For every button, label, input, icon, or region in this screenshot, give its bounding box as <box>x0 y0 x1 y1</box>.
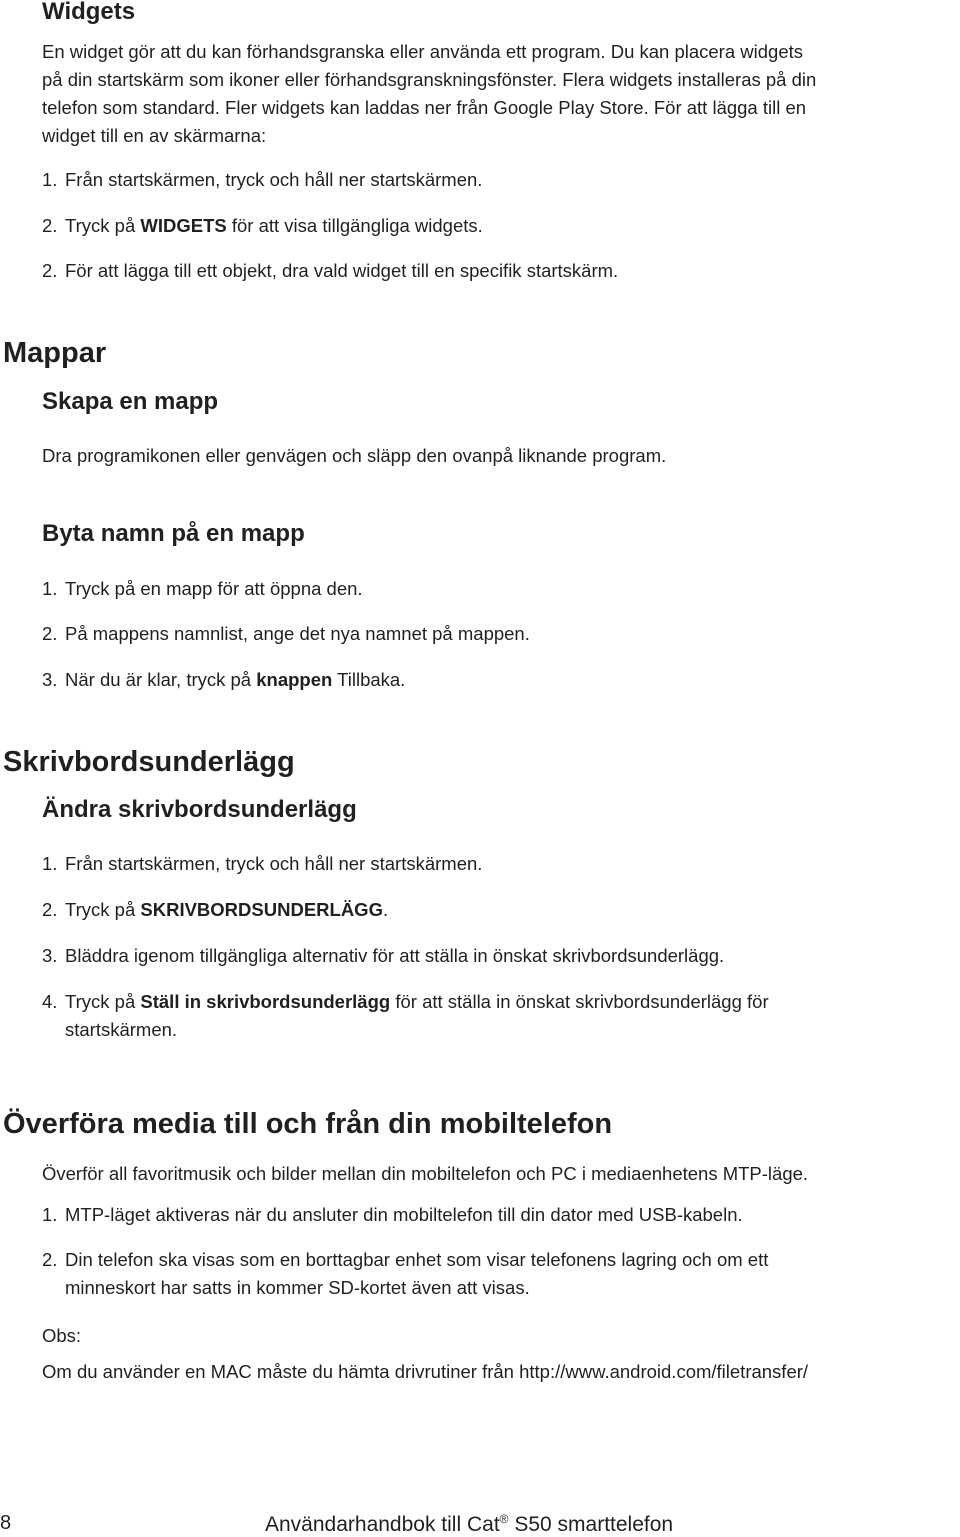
folders-heading: Mappar <box>3 337 107 369</box>
widgets-step <box>42 257 618 285</box>
step-number: 1. <box>42 853 58 874</box>
create-folder-text: Dra programikonen eller genvägen och släpp den ovanpå liknande program. <box>42 445 667 466</box>
step-text-continued: startskärmen. <box>65 1019 178 1040</box>
step-text: På mappens namnlist, ange det nya namnet på mappen. <box>65 623 530 644</box>
wallpaper-heading: Skrivbordsunderlägg <box>3 746 295 778</box>
step-number: 2. <box>42 623 58 644</box>
widgets-intro-line: En widget gör att du kan förhandsgranska eller använda ett program. Du kan placera widgets <box>42 41 804 62</box>
step-text-bold: WIDGETS <box>140 215 227 236</box>
step-number: 2. <box>42 215 58 236</box>
wallpaper-step <box>42 896 388 924</box>
change-wallpaper-heading: Ändra skrivbordsunderlägg <box>42 796 357 823</box>
widgets-intro <box>42 38 816 150</box>
step-text: Din telefon ska visas som en borttagbar enhet som visar telefonens lagring och om ett <box>65 1249 769 1270</box>
widgets-step <box>42 166 482 194</box>
wallpaper-step <box>42 942 724 970</box>
step-number: 3. <box>42 945 58 966</box>
rename-step <box>42 666 405 694</box>
step-number: 1. <box>42 578 58 599</box>
step-number: 2. <box>42 1249 58 1270</box>
step-number: 4. <box>42 991 58 1012</box>
footer-title-pre: Användarhandbok till Cat <box>265 1513 500 1536</box>
step-text-pre: Tryck på <box>65 899 141 920</box>
step-text: Från startskärmen, tryck och håll ner startskärmen. <box>65 169 483 190</box>
widgets-intro-line: widget till en av skärmarna: <box>42 125 267 146</box>
step-text: Från startskärmen, tryck och håll ner startskärmen. <box>65 853 483 874</box>
step-text: Tryck på en mapp för att öppna den. <box>65 578 363 599</box>
rename-folder-heading: Byta namn på en mapp <box>42 520 305 547</box>
note-label: Obs: <box>42 1325 82 1346</box>
step-text-post: Tillbaka. <box>332 669 406 690</box>
step-text-bold: Ställ in skrivbordsunderlägg <box>140 991 391 1012</box>
step-number: 2. <box>42 260 58 281</box>
rename-step <box>42 620 530 648</box>
media-step <box>42 1201 743 1229</box>
page-number: 8 <box>0 1512 12 1534</box>
step-text: MTP-läget aktiveras när du ansluter din mobiltelefon till din dator med USB-kabeln. <box>65 1204 743 1225</box>
step-text-post: för att visa tillgängliga widgets. <box>226 215 483 236</box>
media-intro: Överför all favoritmusik och bilder mellan din mobiltelefon och PC i mediaenhetens MTP-läge. <box>42 1163 809 1184</box>
widgets-intro-line: telefon som standard. Fler widgets kan laddas ner från Google Play Store. För att lägga till en <box>42 97 807 118</box>
step-number: 2. <box>42 899 58 920</box>
step-text-pre: Tryck på <box>65 215 141 236</box>
step-text-pre: Tryck på <box>65 991 141 1012</box>
step-text-pre: När du är klar, tryck på <box>65 669 257 690</box>
widgets-intro-line: på din startskärm som ikoner eller förhandsgranskningsfönster. Flera widgets installeras på din <box>42 69 817 90</box>
step-text: För att lägga till ett objekt, dra vald widget till en specifik startskärm. <box>65 260 619 281</box>
media-step <box>42 1246 768 1302</box>
create-folder-heading: Skapa en mapp <box>42 388 219 415</box>
step-text-bold: knappen <box>256 669 333 690</box>
step-text-bold: SKRIVBORDSUNDERLÄGG <box>140 899 383 920</box>
step-number: 1. <box>42 1204 58 1225</box>
widgets-step <box>42 212 483 240</box>
step-text: Bläddra igenom tillgängliga alternativ för att ställa in önskat skrivbordsunderlägg. <box>65 945 725 966</box>
step-number: 3. <box>42 669 58 690</box>
note-text: Om du använder en MAC måste du hämta drivrutiner från http://www.android.com/filetransfer/ <box>42 1361 809 1382</box>
footer-title-post: S50 smarttelefon <box>508 1513 674 1536</box>
step-text-post: för att ställa in önskat skrivbordsunderlägg för <box>390 991 769 1012</box>
wallpaper-step <box>42 850 482 878</box>
step-text-continued: minneskort har satts in kommer SD-kortet även att visas. <box>65 1277 530 1298</box>
footer-title <box>265 1512 673 1537</box>
registered-mark: ® <box>499 1512 509 1526</box>
wallpaper-step <box>42 988 769 1044</box>
media-heading: Överföra media till och från din mobiltelefon <box>3 1108 613 1140</box>
step-number: 1. <box>42 169 58 190</box>
rename-step <box>42 575 363 603</box>
step-text-post: . <box>382 899 389 920</box>
widgets-heading: Widgets <box>42 0 136 25</box>
